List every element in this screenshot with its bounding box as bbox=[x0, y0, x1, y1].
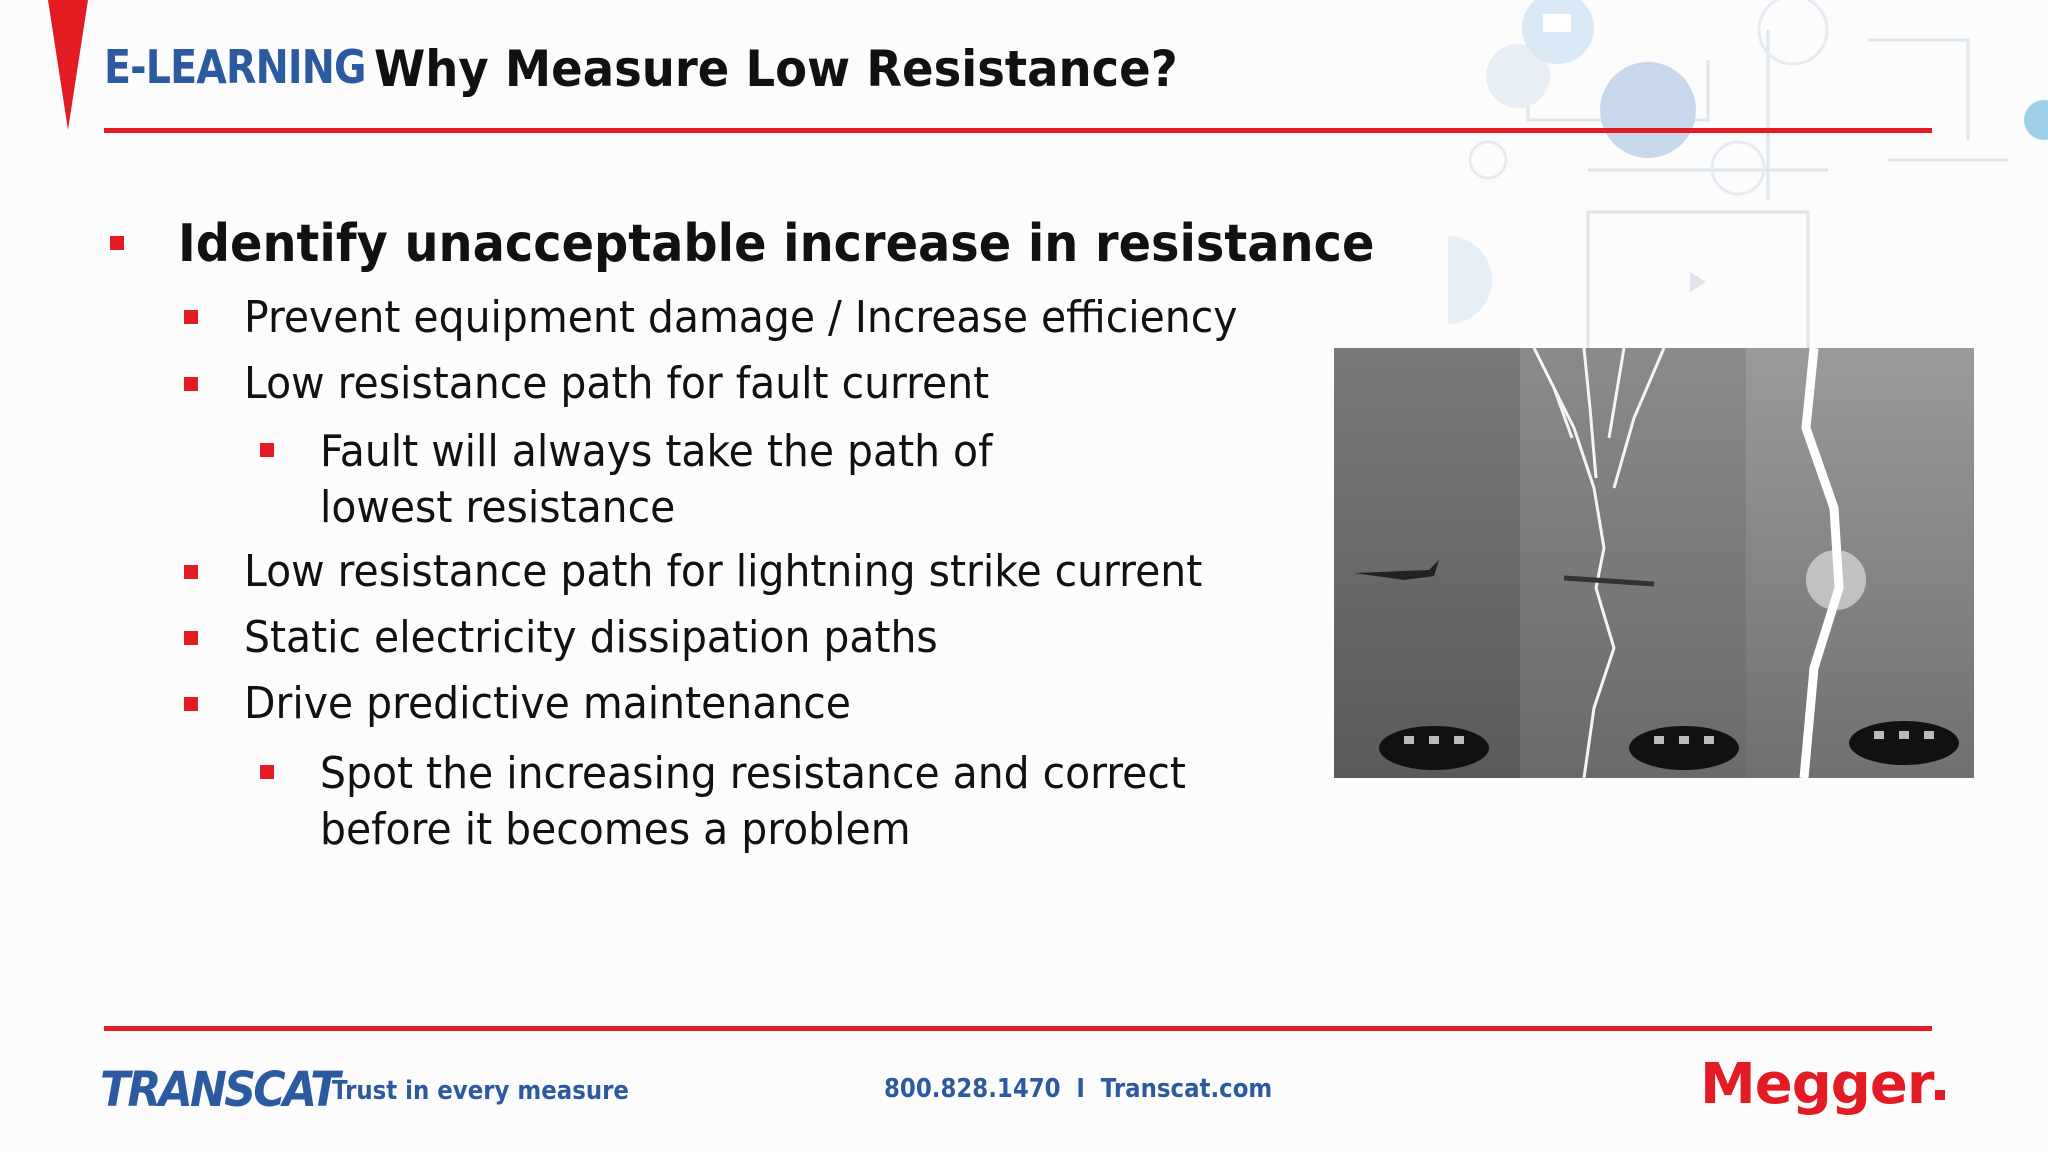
bullet-square-icon bbox=[184, 631, 198, 645]
bullet-square-icon bbox=[184, 377, 198, 391]
megger-logo: Megger bbox=[1700, 1052, 1934, 1117]
bullet-level-1: Identify unacceptable increase in resistance bbox=[178, 214, 1375, 274]
bullet-level-2: Drive predictive maintenance bbox=[244, 678, 851, 729]
lightning-strike-photo bbox=[1334, 348, 1974, 778]
bullet-level-2: Prevent equipment damage / Increase efficiency bbox=[244, 292, 1238, 343]
bullet-square-icon bbox=[184, 310, 198, 324]
footer-divider bbox=[104, 1026, 1932, 1031]
bullet-level-2: Low resistance path for fault current bbox=[244, 358, 990, 409]
phone-number: 800.828.1470 bbox=[884, 1074, 1061, 1104]
bullet-level-2: Low resistance path for lightning strike current bbox=[244, 546, 1203, 597]
website-link[interactable]: Transcat.com bbox=[1100, 1074, 1273, 1104]
e-learning-brand: E-LEARNING bbox=[104, 40, 366, 94]
bullet-square-icon bbox=[260, 765, 274, 779]
background-tech-icons bbox=[1448, 0, 2048, 360]
page-title: Why Measure Low Resistance? bbox=[374, 40, 1178, 98]
contact-separator: I bbox=[1076, 1074, 1085, 1104]
footer-tagline: Trust in every measure bbox=[332, 1076, 629, 1106]
footer-contact bbox=[884, 1074, 1272, 1104]
red-wedge-decoration bbox=[48, 0, 88, 130]
bullet-square-icon bbox=[184, 697, 198, 711]
megger-logo-dot bbox=[1935, 1090, 1945, 1100]
header-divider bbox=[104, 128, 1932, 133]
bullet-square-icon bbox=[184, 565, 198, 579]
bullet-square-icon bbox=[110, 236, 124, 250]
bullet-level-3: Spot the increasing resistance and correct before it becomes a problem bbox=[320, 748, 1186, 855]
bullet-level-2: Static electricity dissipation paths bbox=[244, 612, 938, 663]
transcat-logo: TRANSCAT bbox=[100, 1062, 338, 1118]
lightning-strike-photo-icon bbox=[1334, 348, 1974, 778]
bullet-level-3: Fault will always take the path of lowest resistance bbox=[320, 426, 993, 533]
bullet-square-icon bbox=[260, 443, 274, 457]
